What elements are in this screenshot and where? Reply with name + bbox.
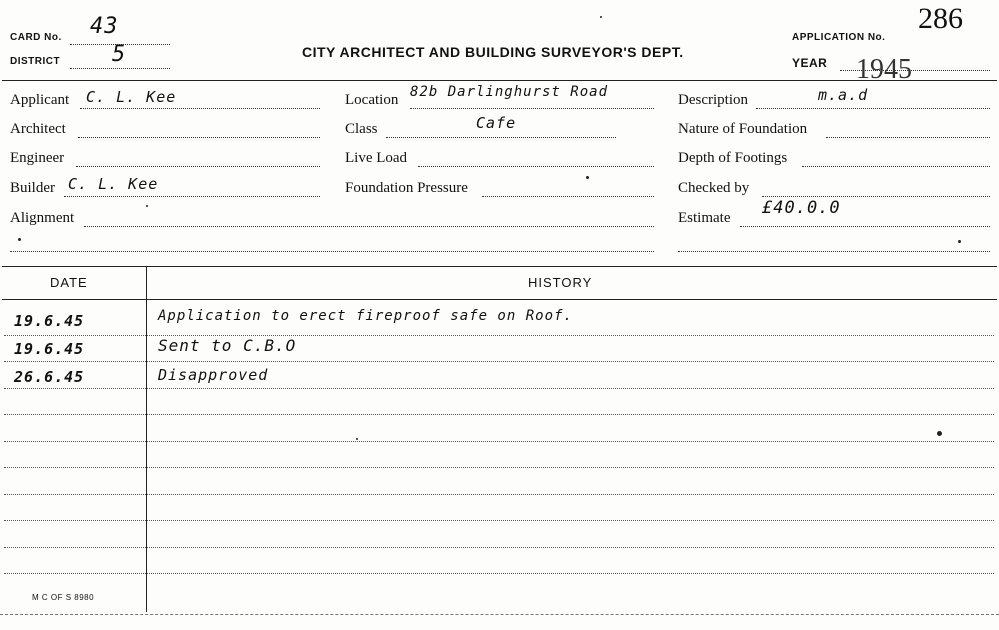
- table-rule: [4, 388, 994, 389]
- engineer-label: Engineer: [10, 150, 65, 166]
- estimate-value: £40.0.0: [762, 198, 841, 218]
- extra-line: [678, 251, 990, 252]
- description-label: Description: [678, 92, 748, 108]
- district-value: 5: [112, 42, 127, 67]
- district-label: DISTRICT: [10, 56, 61, 67]
- table-rule: [4, 335, 994, 336]
- scan-speck: [146, 205, 148, 207]
- table-column-divider: [146, 266, 147, 612]
- year-label: YEAR: [792, 56, 828, 70]
- form-code: M C OF S 8980: [32, 593, 95, 602]
- table-rule: [4, 494, 994, 495]
- estimate-label: Estimate: [678, 210, 731, 226]
- department-title: CITY ARCHITECT AND BUILDING SURVEYOR'S DEPT.: [302, 44, 684, 60]
- history-row-date: 19.6.45: [14, 340, 85, 358]
- location-line: [410, 108, 654, 109]
- scan-speck: [18, 238, 21, 241]
- history-row-entry: Sent to C.B.O: [158, 336, 297, 355]
- applicant-label: Applicant: [10, 92, 70, 108]
- table-rule: [4, 547, 994, 548]
- history-row-entry: Application to erect fireproof safe on Roof.: [158, 308, 573, 324]
- district-line: [70, 68, 170, 69]
- foundation-pressure-line: [482, 196, 654, 197]
- depth-of-footings-line: [802, 166, 990, 167]
- history-column-header: HISTORY: [528, 275, 593, 290]
- scan-speck: [586, 176, 589, 179]
- applicant-value: C. L. Kee: [86, 88, 177, 106]
- location-label: Location: [345, 92, 399, 108]
- history-row-date: 19.6.45: [14, 312, 85, 330]
- date-column-header: DATE: [50, 275, 88, 290]
- class-value: Cafe: [476, 114, 517, 132]
- checked-by-label: Checked by: [678, 180, 750, 196]
- class-label: Class: [345, 121, 378, 137]
- nature-of-foundation-label: Nature of Foundation: [678, 121, 808, 137]
- engineer-line: [76, 166, 320, 167]
- application-no-label: APPLICATION No.: [792, 32, 886, 43]
- table-rule: [4, 573, 994, 574]
- header-divider: [2, 80, 997, 81]
- architect-label: Architect: [10, 121, 66, 137]
- architect-line: [78, 137, 320, 138]
- table-header-divider: [2, 299, 997, 300]
- description-value: m.a.d: [818, 86, 869, 104]
- table-rule: [4, 467, 994, 468]
- live-load-label: Live Load: [345, 150, 408, 166]
- history-row-entry: Disapproved: [158, 366, 269, 384]
- builder-line: [64, 196, 320, 197]
- history-row-date: 26.6.45: [14, 368, 85, 386]
- description-line: [756, 108, 990, 109]
- live-load-line: [418, 166, 654, 167]
- applicant-line: [80, 108, 320, 109]
- scan-speck: [356, 438, 358, 440]
- card-bottom-edge: [0, 614, 999, 615]
- foundation-pressure-label: Foundation Pressure: [345, 180, 468, 196]
- application-no-value: 286: [918, 2, 963, 35]
- table-top-divider: [2, 266, 997, 267]
- year-value: 1945: [856, 54, 912, 85]
- card-no-label: CARD No.: [10, 32, 62, 43]
- alignment-line: [84, 226, 654, 227]
- depth-of-footings-label: Depth of Footings: [678, 150, 788, 166]
- table-rule: [4, 414, 994, 415]
- location-value: 82b Darlinghurst Road: [410, 84, 609, 100]
- scan-speck: [937, 431, 942, 436]
- class-line: [386, 137, 616, 138]
- alignment-line-2: [10, 251, 654, 252]
- nature-of-foundation-line: [826, 137, 990, 138]
- builder-value: C. L. Kee: [68, 175, 159, 193]
- estimate-line: [740, 226, 990, 227]
- builder-label: Builder: [10, 180, 55, 196]
- scan-speck: [958, 240, 961, 243]
- table-rule: [4, 441, 994, 442]
- card-no-value: 43: [90, 14, 119, 39]
- table-rule: [4, 520, 994, 521]
- scan-speck: [600, 16, 602, 18]
- table-rule: [4, 361, 994, 362]
- alignment-label: Alignment: [10, 210, 75, 226]
- checked-by-line: [762, 196, 990, 197]
